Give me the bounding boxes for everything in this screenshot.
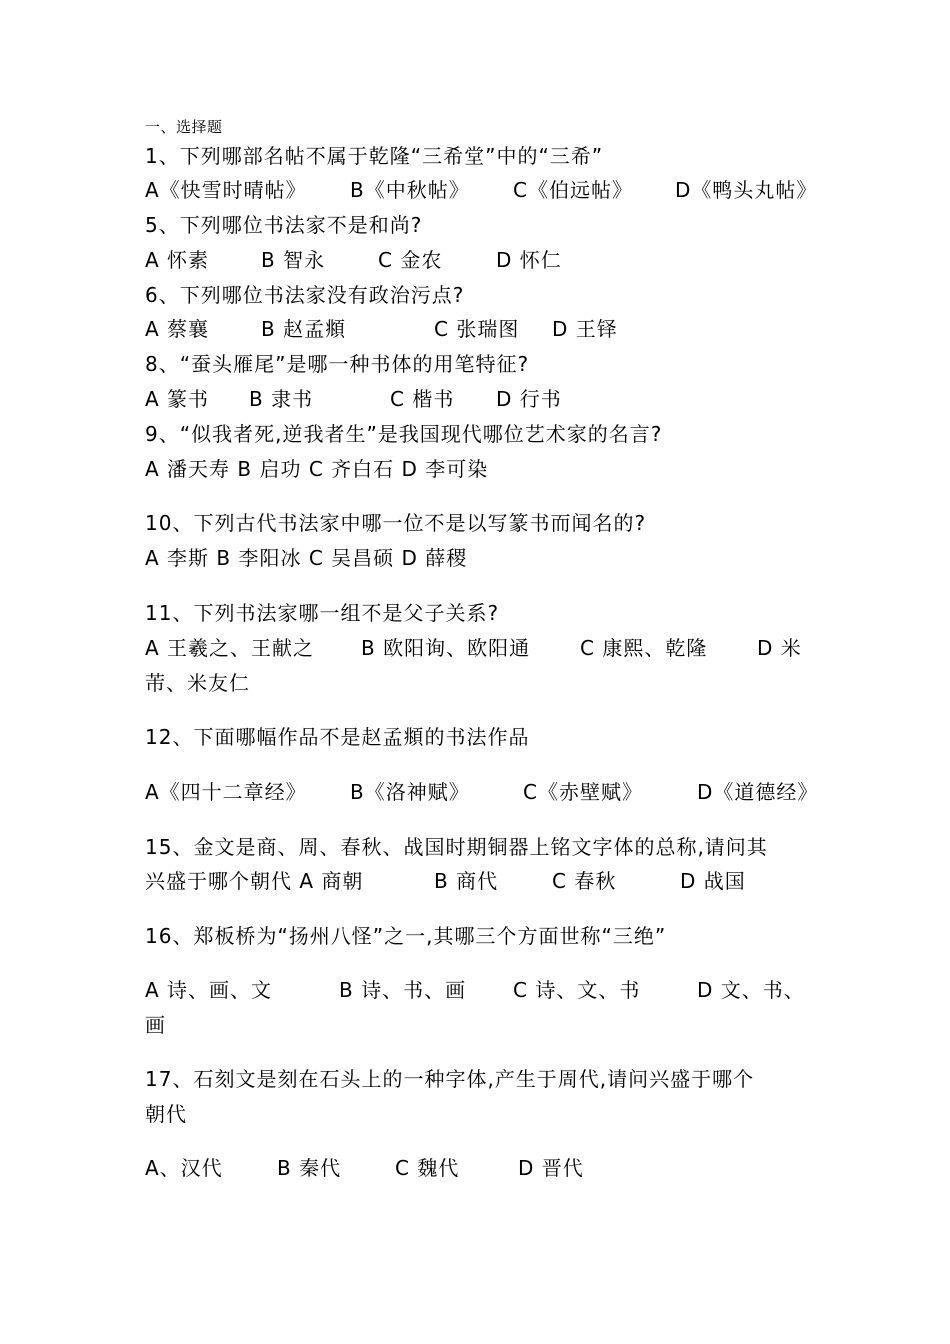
q12-option-a: A《四十二章经》 [145,780,307,804]
q11-option-c: C 康熙、乾隆 [580,636,708,660]
q17-option-c: C 魏代 [395,1156,460,1180]
question-10: 10、下列古代书法家中哪一位不是以写篆书而闻名的? [145,511,647,535]
question-11: 11、下列书法家哪一组不是父子关系? [145,601,500,625]
q9-options: A 潘天寿 B 启功 C 齐白石 D 李可染 [145,457,489,481]
q12-option-c: C《赤壁赋》 [523,780,643,804]
q8-option-d: D 行书 [496,387,562,411]
question-1: 1、下列哪部名帖不属于乾隆“三希堂”中的“三希” [145,144,604,168]
question-6: 6、下列哪位书法家没有政治污点? [145,283,465,307]
q6-option-b: B 赵孟頫 [261,317,347,341]
q12-option-b: B《洛神赋》 [350,780,470,804]
question-16: 16、郑板桥为“扬州八怪”之一,其哪三个方面世称“三绝” [145,924,667,948]
q17-continuation: 朝代 [145,1102,187,1126]
q12-option-d: D《道德经》 [697,780,819,804]
q1-option-b: B《中秋帖》 [350,178,470,202]
question-9: 9、“似我者死,逆我者生”是我国现代哪位艺术家的名言? [145,422,663,446]
q8-option-c: C 楷书 [390,387,455,411]
q15-option-b: B 商代 [434,869,499,893]
question-15: 15、金文是商、周、春秋、战国时期铜器上铭文字体的总称,请问其 [145,835,768,859]
q10-options: A 李斯 B 李阳冰 C 吴昌硕 D 薛稷 [145,546,468,570]
q11-option-b: B 欧阳询、欧阳通 [361,636,531,660]
q1-option-c: C《伯远帖》 [513,178,633,202]
q16-option-a: A 诗、画、文 [145,978,273,1002]
q17-option-d: D 晋代 [518,1156,584,1180]
q15-option-c: C 春秋 [552,869,617,893]
q6-option-d: D 王铎 [552,317,618,341]
q5-option-d: D 怀仁 [496,248,562,272]
q1-option-d: D《鸭头丸帖》 [675,178,818,202]
question-12: 12、下面哪幅作品不是赵孟頫的书法作品 [145,725,530,749]
q5-option-c: C 金农 [378,248,443,272]
q16-option-d-continuation: 画 [145,1013,166,1037]
q8-option-b: B 隶书 [249,387,314,411]
q6-option-c: C 张瑞图 [434,317,520,341]
q11-option-a: A 王羲之、王献之 [145,636,315,660]
question-5: 5、下列哪位书法家不是和尚? [145,213,423,237]
q1-option-a: A《快雪时晴帖》 [145,178,307,202]
q16-option-b: B 诗、书、画 [339,978,467,1002]
q15-continuation-option-a: 兴盛于哪个朝代 A 商朝 [145,869,364,893]
section-title: 一、选择题 [145,118,223,136]
q17-option-b: B 秦代 [277,1156,342,1180]
q6-option-a: A 蔡襄 [145,317,210,341]
q5-option-a: A 怀素 [145,248,210,272]
q16-option-c: C 诗、文、书 [513,978,641,1002]
q11-option-d: D 米 [757,636,802,660]
question-17: 17、石刻文是刻在石头上的一种字体,产生于周代,请问兴盛于哪个 [145,1067,755,1091]
q16-option-d: D 文、书、 [697,978,805,1002]
q11-option-d-continuation: 芾、米友仁 [145,671,250,695]
q15-option-d: D 战国 [680,869,746,893]
question-8: 8、“蚕头雁尾”是哪一种书体的用笔特征? [145,352,530,376]
q8-option-a: A 篆书 [145,387,210,411]
q5-option-b: B 智永 [261,248,326,272]
q17-option-a: A、汉代 [145,1156,223,1180]
